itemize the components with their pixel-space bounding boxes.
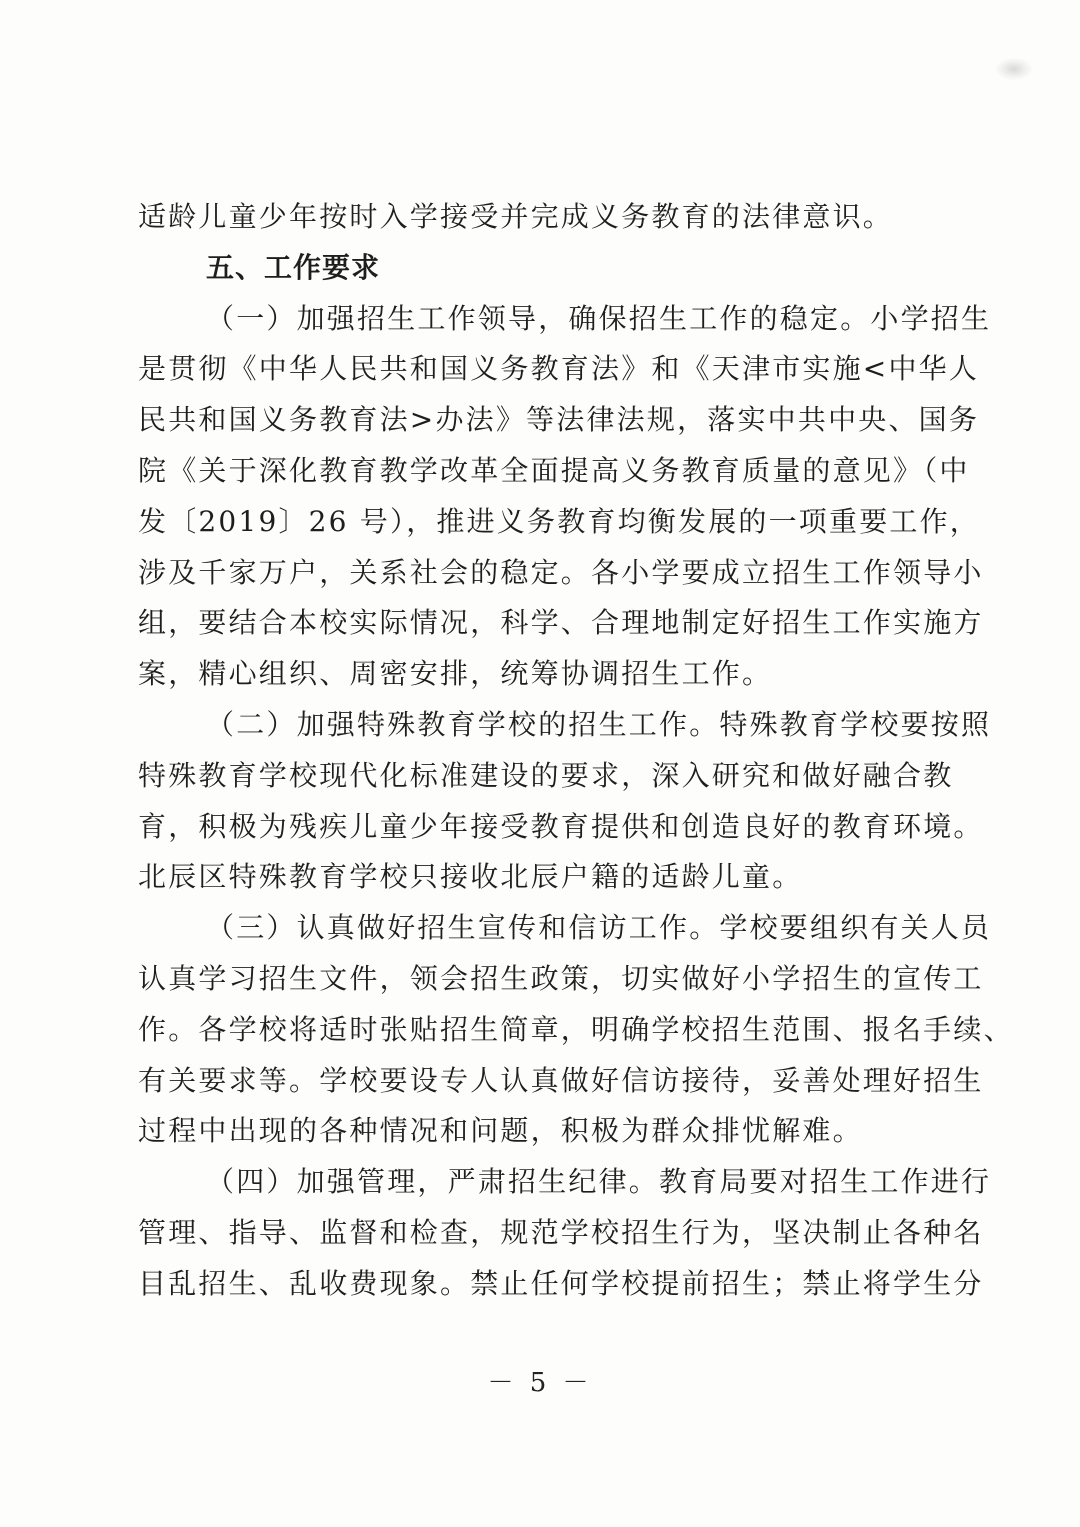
paragraph-4-line-3: 目乱招生、乱收费现象。禁止任何学校提前招生；禁止将学生分 [138, 1266, 984, 1300]
paragraph-1-line-3: 民共和国义务教育法>办法》等法律法规，落实中共中央、国务 [138, 403, 980, 437]
paragraph-2-line-3: 育，积极为残疾儿童少年接受教育提供和创造良好的教育环境。 [138, 809, 984, 843]
paragraph-3-line-2: 认真学习招生文件，领会招生政策，切实做好小学招生的宣传工 [138, 961, 984, 995]
paragraph-1-line-8: 案，精心组织、周密安排，统筹协调招生工作。 [138, 657, 773, 691]
paragraph-4-line-1: （四）加强管理，严肃招生纪律。教育局要对招生工作进行 [206, 1165, 992, 1199]
paragraph-1-line-7: 组，要结合本校实际情况，科学、合理地制定好招生工作实施方 [138, 606, 984, 640]
paragraph-3-line-5: 过程中出现的各种情况和问题，积极为群众排忧解难。 [138, 1114, 863, 1148]
paragraph-1-line-6: 涉及千家万户，关系社会的稳定。各小学要成立招生工作领导小 [138, 555, 984, 589]
paragraph-1-line-5: 发〔2019〕26 号），推进义务教育均衡发展的一项重要工作， [138, 504, 980, 538]
paragraph-4-line-2: 管理、指导、监督和检查，规范学校招生行为，坚决制止各种名 [138, 1215, 984, 1249]
paragraph-1-line-4: 院《关于深化教育教学改革全面提高义务教育质量的意见》（中 [138, 453, 970, 487]
page-number: － 5 － [487, 1368, 593, 1398]
paragraph-line-continuation: 适龄儿童少年按时入学接受并完成义务教育的法律意识。 [138, 200, 894, 233]
paragraph-1-line-1: （一）加强招生工作领导，确保招生工作的稳定。小学招生 [206, 301, 992, 335]
paragraph-3-line-3: 作。各学校将适时张贴招生简章，明确学校招生范围、报名手续、 [138, 1012, 1014, 1046]
scan-artifact [996, 58, 1032, 80]
paragraph-2-line-2: 特殊教育学校现代化标准建设的要求，深入研究和做好融合教 [138, 758, 954, 792]
paragraph-2-line-1: （二）加强特殊教育学校的招生工作。特殊教育学校要按照 [206, 707, 992, 741]
paragraph-1-line-2: 是贯彻《中华人民共和国义务教育法》和《天津市实施<中华人 [138, 352, 980, 386]
paragraph-2-line-4: 北辰区特殊教育学校只接收北辰户籍的适龄儿童。 [138, 860, 803, 894]
paragraph-3-line-1: （三）认真做好招生宣传和信访工作。学校要组织有关人员 [206, 911, 992, 945]
section-heading: 五、工作要求 [206, 250, 381, 284]
paragraph-3-line-4: 有关要求等。学校要设专人认真做好信访接待，妥善处理好招生 [138, 1063, 984, 1097]
body-text [138, 192, 1014, 1310]
